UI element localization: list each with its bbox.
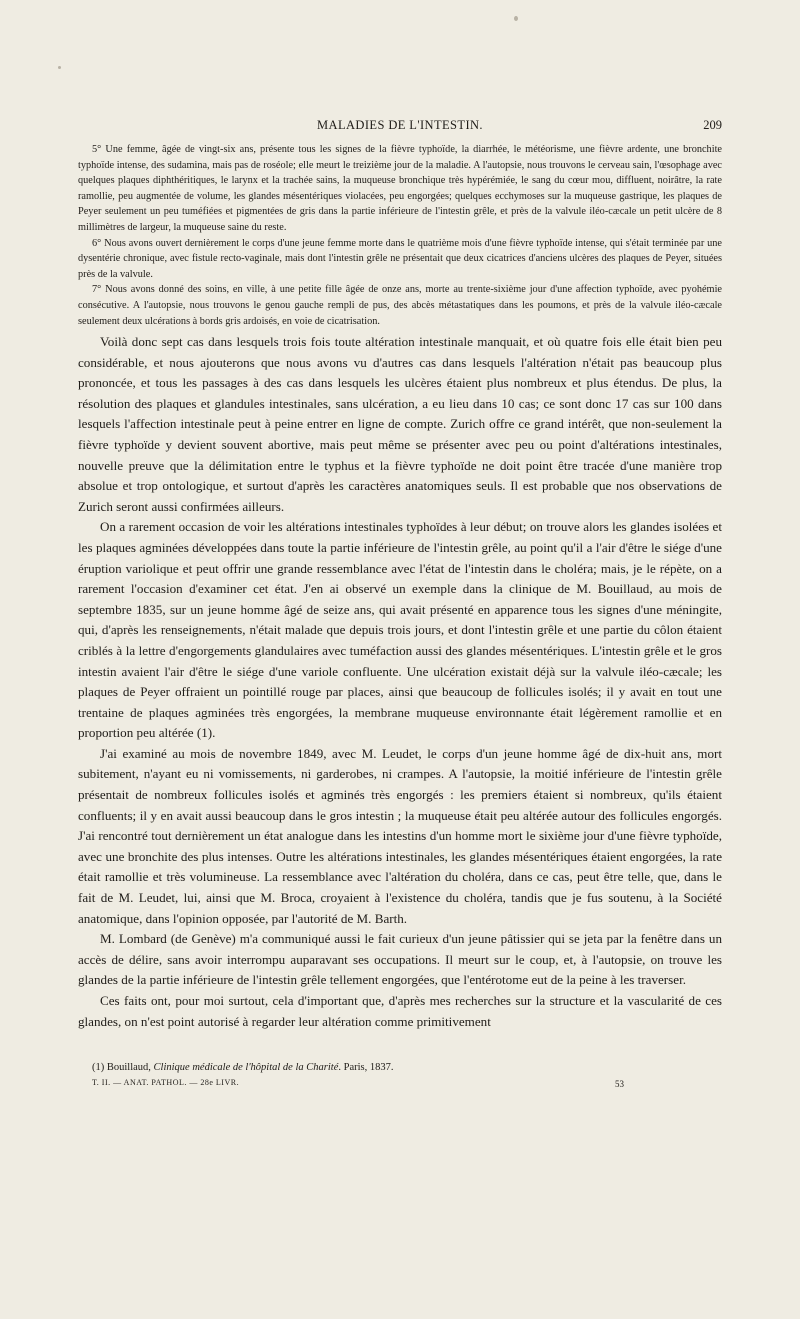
running-title: MALADIES DE L'INTESTIN. <box>317 118 483 132</box>
page-header <box>78 118 722 138</box>
footnote <box>78 1060 722 1075</box>
footnote-title: Clinique médicale de l'hôpital de la Charité <box>153 1062 339 1073</box>
page-number: 209 <box>703 118 722 132</box>
main-text <box>78 332 722 1032</box>
sheet-number: 53 <box>615 1079 624 1089</box>
case-paragraph: 5° Une femme, âgée de vingt-six ans, présente tous les signes de la fièvre typhoïde, la diarrhée, le météorisme, une fièvre ardente, une bronchite typhoïde intense, des sudamina, mais pas de roséole; elle meurt le treizième jour de la maladie. A l'autopsie, nous trouvons le cerveau sain, l'œsophage avec quelques plaques diphthéritiques, le larynx et la trachée sains, la muqueuse bronchique très hypérémiée, le sang du cœur mou, diffluent, noirâtre, la rate ramollie, peu augmentée de volume, les glandes mésentériques violacées, peu engorgées; quelques ecchymoses sur la muqueuse gastrique, les plaques de Peyer seulement un peu tuméfiées et pigmentées de gris dans la partie inférieure de l'intestin grêle, et près de la valvule iléo-cæcale un petit ulcère de 8 millimètres de largeur, la muqueuse saine du reste. <box>78 144 722 233</box>
body-paragraph: Ces faits ont, pour moi surtout, cela d'important que, d'après mes recherches sur la structure et la vascularité de ces glandes, on n'est point autorisé à regarder leur altération comme primitivement <box>78 993 722 1029</box>
paper-speck <box>58 66 61 69</box>
case-paragraph: 7° Nous avons donné des soins, en ville, à une petite fille âgée de onze ans, morte au trente-sixième jour d'une affection typhoïde, avec pyohémie consécutive. A l'autopsie, nous trouvons le genou gauche rempli de pus, des abcès métastatiques dans les poumons, et près de la valvule iléo-cæcale seulement deux ulcérations à bords gris ardoisés, en voie de cicatrisation. <box>78 284 722 327</box>
body-paragraph: J'ai examiné au mois de novembre 1849, avec M. Leudet, le corps d'un jeune homme âgé de dix-huit ans, mort subitement, n'ayant eu ni vomissements, ni garderobes, ni crampes. A l'autopsie, la moitié inférieure de l'intestin grêle présentait de nombreux follicules isolés et agminés très engorgés : les premiers étaient si nombreux, qu'ils étaient confluents; il y en avait aussi beaucoup dans le gros intestin ; la muqueuse était peu altérée autour des follicules engorgés. J'ai rencontré tout dernièrement un état analogue dans les intestins d'un homme mort le sixième jour d'une fièvre typhoïde, avec une bronchite des plus intenses. Outre les altérations intestinales, les glandes mésentériques étaient engorgées, la rate était ramollie et très volumineuse. La ressemblance avec l'altération du choléra, dans ce cas, peut être telle, que, dans le fait de M. Leudet, lui, ainsi que M. Broca, croyaient à l'existence du choléra, tandis que je fus soutenu, à la Société anatomique, dans l'opinion opposée, par l'autorité de M. Barth. <box>78 745 722 926</box>
printer-signature: T. II. — ANAT. PATHOL. — 28e LIVR. <box>92 1078 240 1087</box>
footnote-suffix: . Paris, 1837. <box>338 1062 394 1073</box>
footnote-prefix: (1) Bouillaud, <box>92 1062 154 1073</box>
case-observations <box>78 142 722 329</box>
paper-speck <box>514 16 518 21</box>
body-paragraph: On a rarement occasion de voir les altérations intestinales typhoïdes à leur début; on trouve alors les glandes isolées et les plaques agminées développées dans toute la partie inférieure de l'intestin grêle, au point qu'il a l'air d'être le siége d'une éruption variolique et peut offrir une grande ressemblance avec l'état de l'intestin dans le choléra; mais, je le répète, on a rarement l'occasion d'examiner cet état. J'en ai observé un exemple dans la clinique de M. Bouillaud, au mois de septembre 1835, sur un jeune homme âgé de seize ans, qui avait présenté en apparence tous les signes d'une méningite, qui, d'après les renseignements, n'était malade que depuis trois jours, et dont l'intestin grêle et une partie du côlon étaient criblés à la lettre d'engorgements glandulaires avec tuméfaction aussi des glandes mésentériques. L'intestin grêle et le gros intestin avaient l'air d'être le siége d'une variole confluente. Une ulcération existait déjà sur la valvule iléo-cæcale; les plaques de Peyer offraient un pointillé rouge par places, ainsi que beaucoup de follicules isolés; il y avait en tout une trentaine de plaques agminées très engorgées, la membrane muqueuse environnante était légèrement ramollie et en proportion peu altérée (1). <box>78 519 722 741</box>
body-paragraph: Voilà donc sept cas dans lesquels trois fois toute altération intestinale manquait, et où quatre fois elle était bien peu considérable, et nous ajouterons que nous avons vu d'autres cas dans lesquels l'altération n'était pas beaucoup plus prononcée, et tous les passages à des cas dans lesquels les ulcères étaient plus nombreux et plus étendus. De plus, la résolution des plaques et glandules intestinales, sans ulcération, a eu lieu dans 10 cas; ce sont donc 17 cas sur 100 dans lesquels l'affection intestinale peut à peine entrer en ligne de compte. Zurich offre ce grand intérêt, que non-seulement la fièvre typhoïde y devient souvent abortive, mais peut même se présenter avec peu ou point d'altérations intestinales, nouvelle preuve que la délimitation entre le typhus et la fièvre typhoïde ne doit point être tracée d'une manière trop absolue et trop ontologique, et surtout d'après les caractères anatomiques seuls. Il est probable que nos observations de Zurich seront aussi confirmées ailleurs. <box>78 334 722 514</box>
case-paragraph: 6° Nous avons ouvert dernièrement le corps d'une jeune femme morte dans le quatrième mois d'une fièvre typhoïde intense, qui s'était terminée par une dysentérie chronique, avec fistule recto-vaginale, mais dont l'intestin grêle ne présentait que deux cicatrices d'anciens ulcères des plaques de Peyer, situées près de la valvule. <box>78 237 722 280</box>
body-paragraph: M. Lombard (de Genève) m'a communiqué aussi le fait curieux d'un jeune pâtissier qui se jeta par la fenêtre dans un accès de délire, sans avoir interrompu auparavant ses occupations. Il meurt sur le coup, et, à l'autopsie, on trouve les glandes de la partie inférieure de l'intestin grêle tellement engorgées, que l'entérotome eut de la peine à les traverser. <box>78 931 722 988</box>
